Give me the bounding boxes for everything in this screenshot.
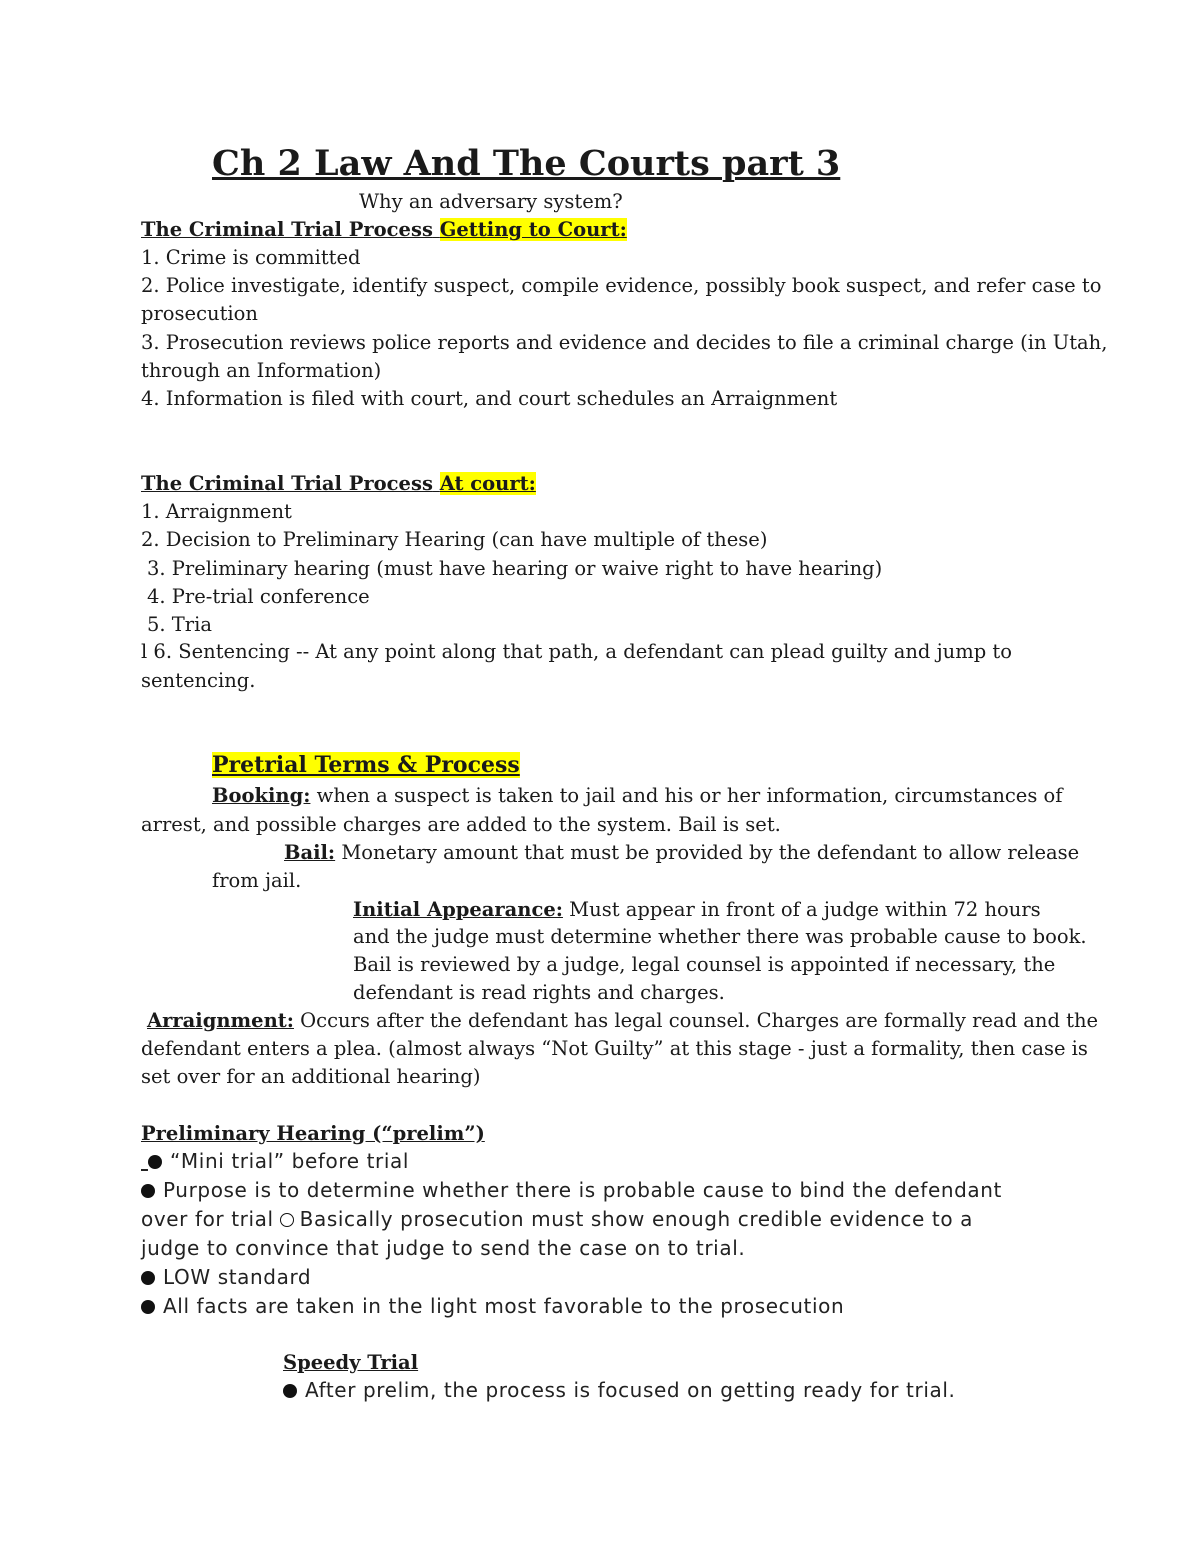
bullet-item-cont: judge to convince that judge to send the case on to trial. (141, 1236, 746, 1260)
list-item: sentencing. (141, 669, 256, 692)
list-item: 2. Decision to Preliminary Hearing (can have multiple of these) (141, 528, 768, 551)
bullet-icon (283, 1384, 297, 1398)
bullet-icon (141, 1271, 155, 1285)
term-label: Booking: (212, 784, 311, 807)
term-initial-appearance-cont: defendant is read rights and charges. (353, 981, 725, 1004)
bullet-item-cont: over for trial Basically prosecution must show enough credible evidence to a (141, 1207, 973, 1231)
term-booking-cont: arrest, and possible charges are added to the system. Bail is set. (141, 813, 781, 836)
term-initial-appearance-cont: Bail is reviewed by a judge, legal counsel is appointed if necessary, the (353, 953, 1056, 976)
list-item: 2. Police investigate, identify suspect, compile evidence, possibly book suspect, and refer case to (141, 274, 1102, 297)
term-arraignment-cont: set over for an additional hearing) (141, 1065, 481, 1088)
section-heading-getting-to-court: The Criminal Trial Process Getting to Court: (141, 218, 627, 241)
bullet-icon (141, 1184, 155, 1198)
list-item: 1. Arraignment (141, 500, 292, 523)
section-heading-at-court: The Criminal Trial Process At court: (141, 472, 536, 495)
term-arraignment-cont: defendant enters a plea. (almost always “Not Guilty” at this stage - just a formality, then case is (141, 1037, 1088, 1060)
page-title: Ch 2 Law And The Courts part 3 (212, 143, 841, 184)
list-item: 3. Prosecution reviews police reports and evidence and decides to file a criminal charge (in Utah, (141, 331, 1108, 354)
section-heading-speedy-trial: Speedy Trial (283, 1351, 419, 1374)
bullet-item: “Mini trial” before trial (141, 1147, 409, 1175)
bullet-icon (141, 1300, 155, 1314)
list-item: 5. Tria (147, 613, 212, 636)
list-item: l 6. Sentencing -- At any point along that path, a defendant can plead guilty and jump to (141, 640, 1012, 663)
term-bail-cont: from jail. (212, 869, 302, 892)
subtitle: Why an adversary system? (359, 190, 623, 213)
term-initial-appearance-cont: and the judge must determine whether there was probable cause to book. (353, 925, 1087, 948)
bullet-item: After prelim, the process is focused on getting ready for trial. (283, 1376, 955, 1404)
list-item: 4. Information is filed with court, and court schedules an Arraignment (141, 387, 838, 410)
term-label: Initial Appearance: (353, 898, 563, 921)
term-label: Bail: (284, 841, 336, 864)
list-item: prosecution (141, 302, 258, 325)
term-label: Arraignment: (147, 1009, 294, 1032)
term-bail: Bail: Monetary amount that must be provided by the defendant to allow release (284, 841, 1080, 864)
term-initial-appearance: Initial Appearance: Must appear in front of a judge within 72 hours (353, 898, 1041, 921)
bullet-item: All facts are taken in the light most favorable to the prosecution (141, 1292, 844, 1320)
list-item: through an Information) (141, 359, 382, 382)
section-heading-prelim: Preliminary Hearing (“prelim”) (141, 1122, 485, 1145)
term-booking: Booking: when a suspect is taken to jail and his or her information, circumstances of (212, 784, 1063, 807)
list-item: 3. Preliminary hearing (must have hearing or waive right to have hearing) (147, 557, 883, 580)
list-item: 1. Crime is committed (141, 246, 361, 269)
hollow-bullet-icon (280, 1213, 294, 1227)
bullet-item: Purpose is to determine whether there is probable cause to bind the defendant (141, 1176, 1002, 1204)
section-heading-pretrial: Pretrial Terms & Process (212, 752, 520, 778)
bullet-icon (148, 1155, 162, 1169)
bullet-item: LOW standard (141, 1263, 311, 1291)
term-arraignment: Arraignment: Occurs after the defendant has legal counsel. Charges are formally read and the (147, 1009, 1099, 1032)
list-item: 4. Pre-trial conference (147, 585, 370, 608)
